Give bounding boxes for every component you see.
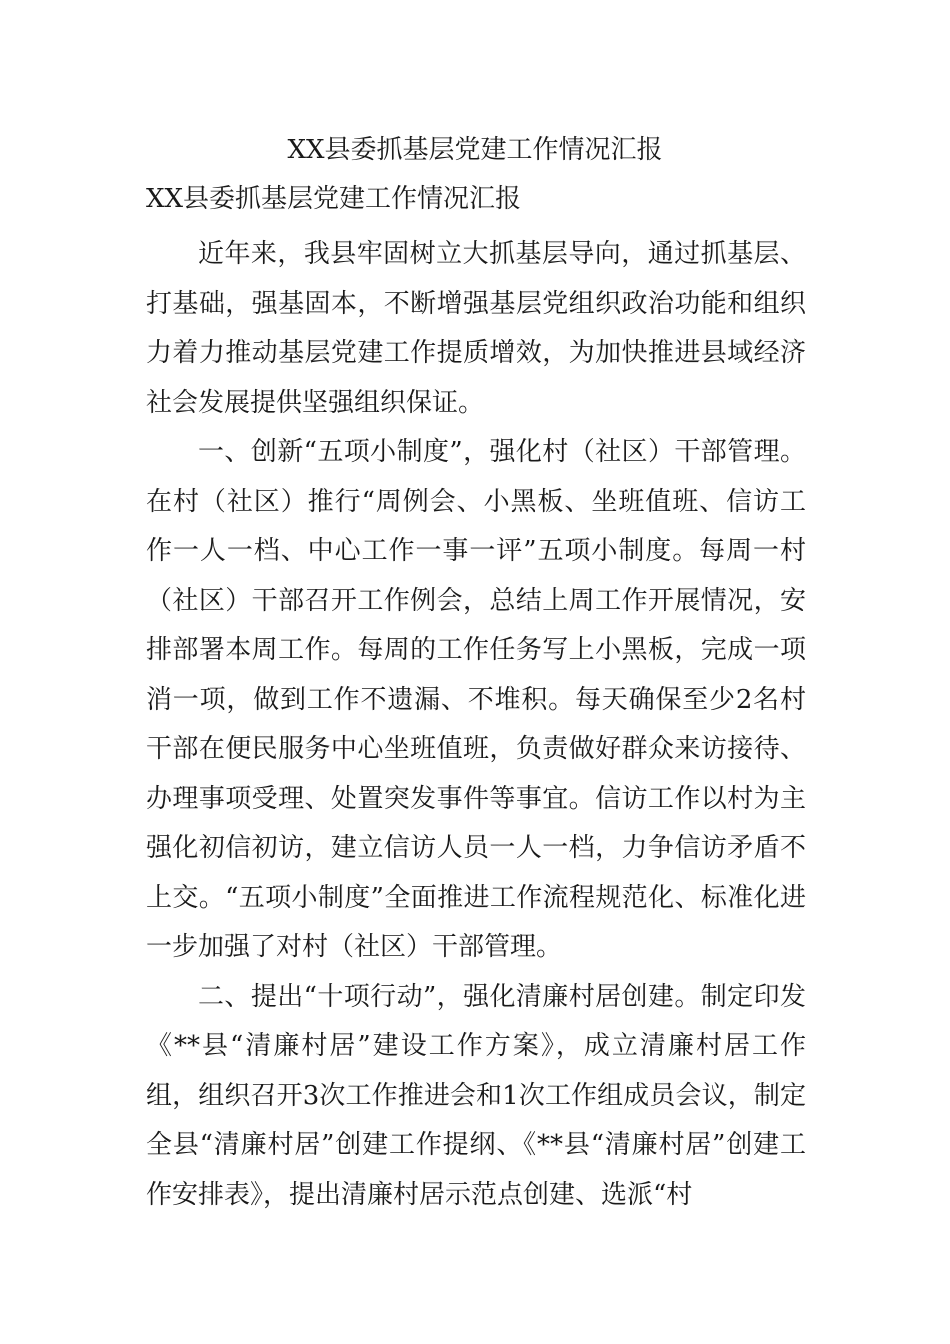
document-title: XX县委抓基层党建工作情况汇报 — [287, 135, 663, 165]
paragraph-intro: 近年来，我县牢固树立大抓基层导向，通过抓基层、打基础，强基固本，不断增强基层党组织政治功能和组织力着力推动基层党建工作提质增效，为加快推进县域经济社会发展提供坚强组织保证。 — [146, 239, 806, 418]
document-subtitle: XX县委抓基层党建工作情况汇报 — [146, 184, 522, 214]
paragraph-section-2: 二、提出“十项行动”，强化清廉村居创建。制定印发《**县“清廉村居”建设工作方案》，成立清廉村居工作组，组织召开3次工作推进会和1次工作组成员会议，制定全县“清廉村居”创建工作提纲、《**县“清廉村居”创建工作安排表》，提出清廉村居示范点创建、选派“村 — [146, 981, 806, 1210]
document-body — [146, 179, 806, 1220]
paragraph-section-1: 一、创新“五项小制度”，强化村（社区）干部管理。在村（社区）推行“周例会、小黑板、坐班值班、信访工作一人一档、中心工作一事一评”五项小制度。每周一村（社区）干部召开工作例会，总结上周工作开展情况，安排部署本周工作。每周的工作任务写上小黑板，完成一项消一项，做到工作不遗漏、不堆积。每天确保至少2名村干部在便民服务中心坐班值班，负责做好群众来访接待、办理事项受理、处置突发事件等事宜。信访工作以村为主强化初信初访，建立信访人员一人一档，力争信访矛盾不上交。“五项小制度”全面推进工作流程规范化、标准化进一步加强了对村（社区）干部管理。 — [146, 437, 806, 962]
